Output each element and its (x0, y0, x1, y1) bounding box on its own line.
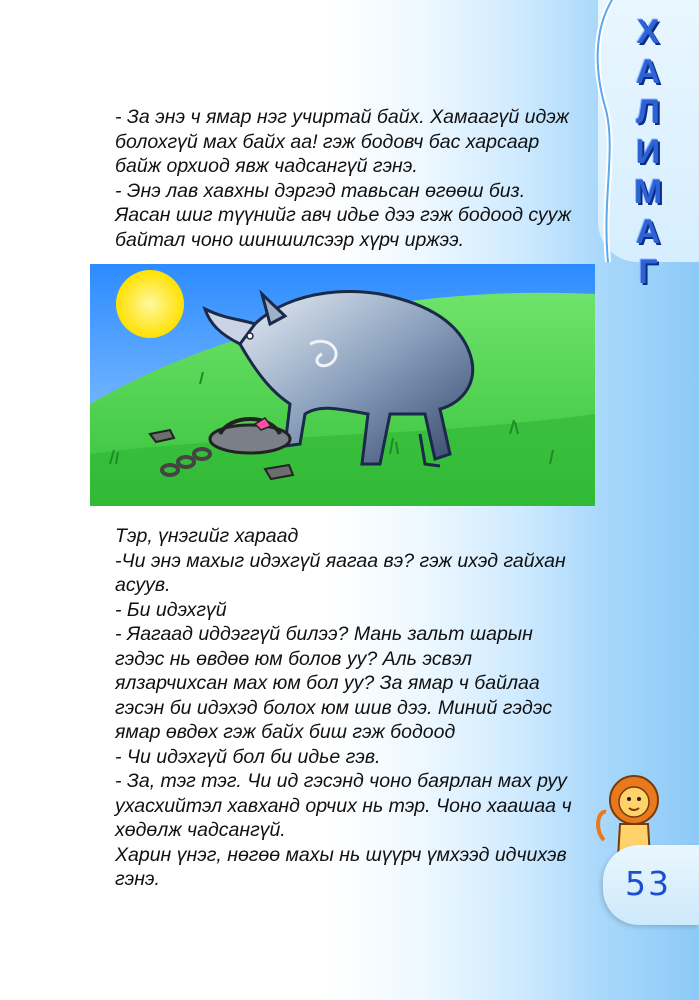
wolf-trap-illustration (90, 264, 595, 506)
story-line: -Чи энэ махыг идэхгүй яагаа вэ? гэж ихэд гайхан (115, 549, 566, 572)
story-line: гэнэ. (115, 868, 160, 890)
chapter-title-letter: А (635, 53, 661, 91)
story-line: Яасан шиг түүнийг авч идье дээ гэж бодоод сууж (115, 204, 572, 226)
story-line: - Би идэхгүй (115, 598, 227, 621)
chapter-title-vertical (613, 12, 683, 292)
story-line: байж орхиод явж чадсангүй гэнэ. (115, 155, 418, 177)
story-text-top (115, 105, 605, 252)
chapter-title-letter: М (633, 173, 663, 211)
story-line: ялзарчихсан мах юм бол уу? За ямар ч байлаа (115, 672, 540, 694)
chapter-title-letter: Г (638, 253, 658, 291)
story-line: ямар өвдөх гэж байх биш гэж бодоод (115, 721, 456, 743)
story-line: - Чи идэхгүй бол би идье гэв. (115, 745, 381, 768)
story-line: - За, тэг тэг. Чи ид гэсэнд чоно баярлан мах руу (115, 770, 567, 792)
story-line: гэсэн би идэхэд болох юм шив дээ. Миний гэдэс (115, 696, 553, 719)
story-line: ухасхийтэл хавханд орчих нь тэр. Чоно хаашаа ч (115, 794, 572, 817)
story-line: Харин үнэг, нөгөө махы нь шүүрч үмхээд идчихэв (115, 843, 567, 866)
chapter-title-letter: А (635, 213, 661, 251)
story-line: - За энэ ч ямар нэг учиртай байх. Хамаагүй идэж (115, 106, 570, 128)
chapter-title-letter: Х (636, 13, 660, 51)
story-line: хөдөлж чадсангүй. (115, 819, 286, 841)
chapter-title-letter: И (635, 133, 661, 171)
sun-shape (116, 270, 184, 338)
story-line: болохгүй мах байх аа! гэж бодовч бас харсаар (115, 130, 540, 153)
chapter-title-letter: Л (636, 93, 660, 131)
page-number: 53 (625, 864, 671, 903)
story-line: гэдэс нь өвдөө юм болов уу? Аль эсвэл (115, 647, 473, 670)
story-line: - Яагаад иддэггүй билээ? Мань зальт шарын (115, 623, 533, 645)
story-line: асуув. (115, 574, 171, 596)
story-line: - Энэ лав хавхны дэргэд тавьсан өгөөш биз. (115, 179, 526, 202)
story-text-bottom (115, 524, 605, 892)
story-line: Тэр, үнэгийг хараад (115, 525, 299, 547)
story-line: байтал чоно шиншилсээр хүрч иржээ. (115, 228, 465, 251)
